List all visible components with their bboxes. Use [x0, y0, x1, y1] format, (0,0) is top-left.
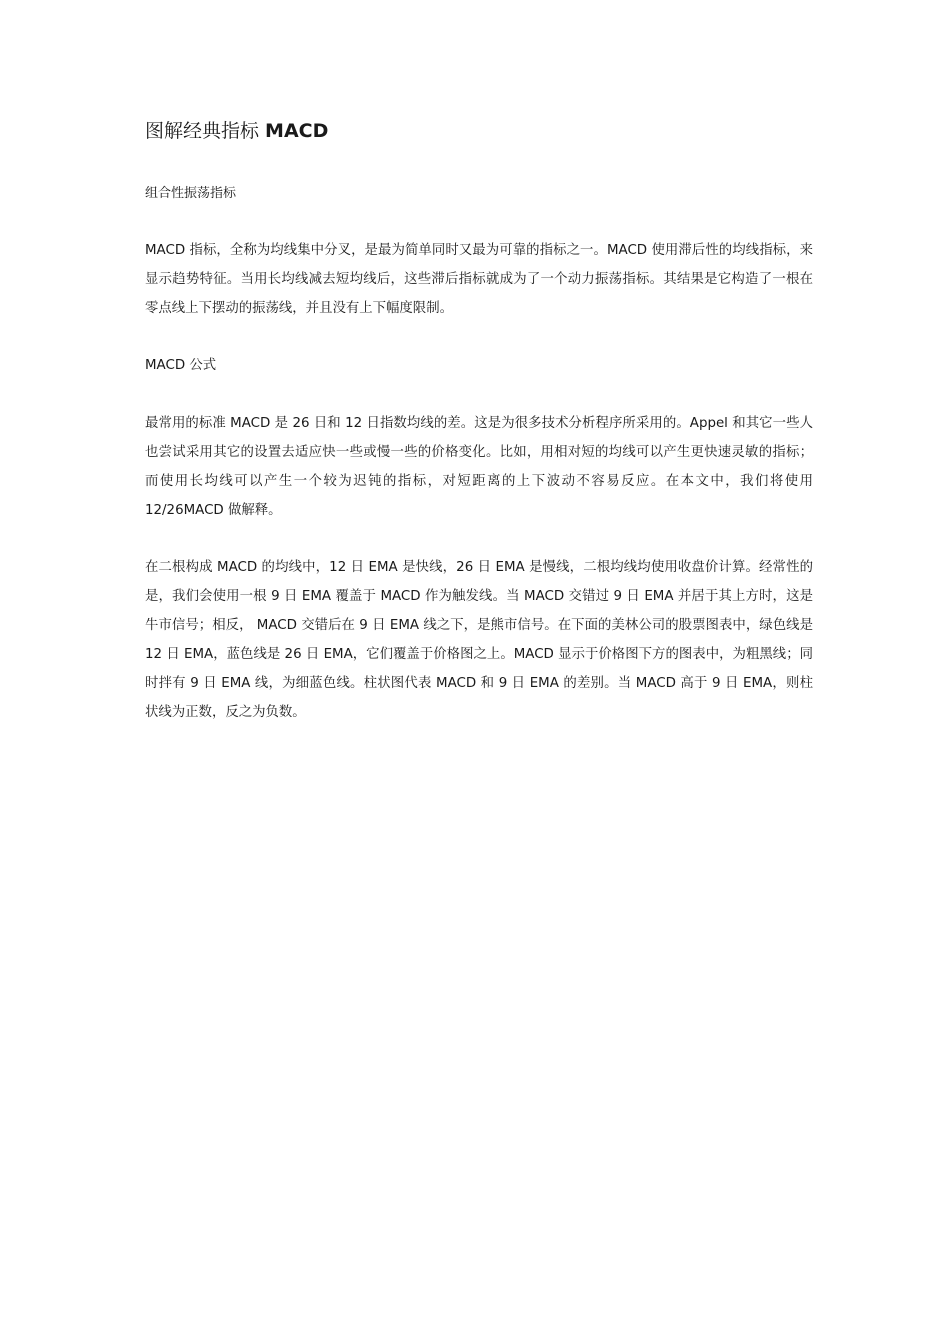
paragraph-formula: 最常用的标准 MACD 是 26 日和 12 日指数均线的差。这是为很多技术分析程序所采用的。Appel 和其它一些人也尝试采用其它的设置去适应快一些或慢一些的价格变化。比如，用相对短的均线可以产生更快速灵敏的指标；而使用长均线可以产生一个较为迟钝的指标，对短距离的上下波动不容易反应。在本文中，我们将使用 12/26MACD 做解释。	[145, 416, 813, 518]
paragraph-ema-lines: 在二根构成 MACD 的均线中，12 日 EMA 是快线，26 日 EMA 是慢线，二根均线均使用收盘价计算。经常性的是，我们会使用一根 9 日 EMA 覆盖于 MACD 作为触发线。当 MACD 交错过 9 日 EMA 并居于其上方时，这是牛市信号；相反， MACD 交错后在 9 日 EMA 线之下，是熊市信号。在下面的美林公司的股票图表中，绿色线是 12 日 EMA，蓝色线是 26 日 EMA，它们覆盖于价格图之上。MACD 显示于价格图下方的图表中，为粗黑线；同时拌有 9 日 EMA 线，为细蓝色线。柱状图代表 MACD 和 9 日 EMA 的差别。当 MACD 高于 9 日 EMA，则柱状线为正数，反之为负数。	[145, 560, 813, 720]
document-title-cn: 图解经典指标	[145, 120, 266, 142]
paragraph-intro: MACD 指标，全称为均线集中分叉，是最为简单同时又最为可靠的指标之一。MACD 使用滞后性的均线指标，来显示趋势特征。当用长均线减去短均线后，这些滞后指标就成为了一个动力振荡指标。其结果是它构造了一根在零点线上下摆动的振荡线，并且没有上下幅度限制。	[145, 243, 813, 316]
document-subtitle: 组合性振荡指标	[145, 186, 237, 201]
formula-heading: MACD 公式	[145, 358, 217, 373]
document-title	[145, 119, 328, 143]
document-title-en: MACD	[265, 120, 329, 142]
